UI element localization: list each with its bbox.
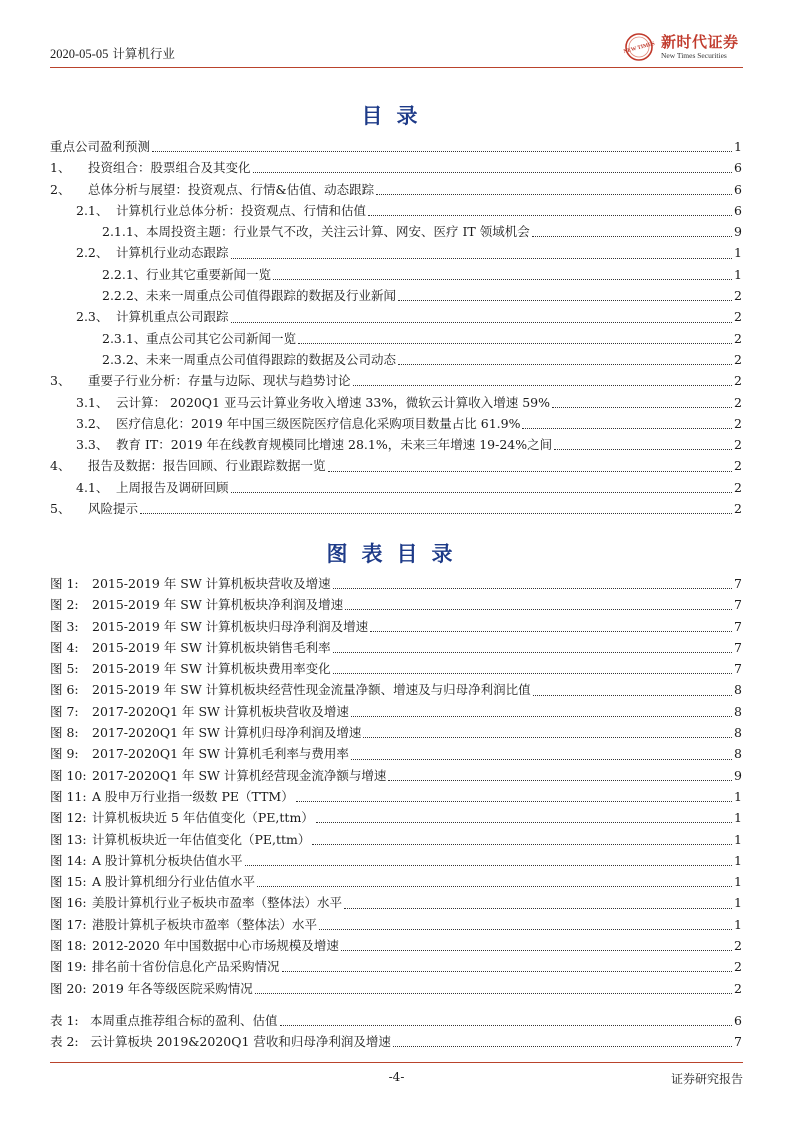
figure-entry[interactable] bbox=[50, 765, 740, 786]
toc-entry-page: 2 bbox=[734, 415, 742, 431]
dot-leader bbox=[257, 886, 732, 887]
toc-entry-page: 2 bbox=[734, 309, 742, 325]
figure-entry[interactable] bbox=[50, 892, 740, 913]
toc-entry-page: 2 bbox=[734, 479, 742, 495]
figure-entry-label: 2015-2019 年 SW 计算机板块销售毛利率 bbox=[92, 639, 331, 655]
toc-entry-label: 教育 IT：2019 年在线教育规模同比增速 28.1%，未来三年增速 19-24%之间 bbox=[116, 437, 553, 453]
toc-entry-label: 未来一周重点公司值得跟踪的数据及公司动态 bbox=[146, 351, 397, 367]
toc-entry-number: 2.3.2、 bbox=[102, 351, 147, 367]
figure-entry-number: 图 4: bbox=[50, 639, 79, 655]
toc-entry-label: 云计算： 2020Q1 亚马云计算业务收入增速 33%，微软云计算收入增速 59% bbox=[116, 394, 550, 410]
figure-entry-label: 排名前十省份信息化产品采购情况 bbox=[92, 959, 280, 975]
figure-entry-page: 1 bbox=[734, 788, 742, 804]
toc-entry-page: 2 bbox=[734, 501, 742, 517]
toc-entry[interactable] bbox=[50, 221, 740, 242]
toc-entry[interactable] bbox=[50, 498, 740, 519]
toc-entry[interactable] bbox=[50, 264, 740, 285]
toc-entry[interactable] bbox=[50, 306, 740, 327]
dot-leader bbox=[231, 258, 732, 259]
dot-leader bbox=[231, 322, 732, 323]
figure-entry[interactable] bbox=[50, 658, 740, 679]
figure-entry-number: 图 12: bbox=[50, 810, 87, 826]
toc-entry-label: 计算机行业总体分析：投资观点、行情和估值 bbox=[116, 202, 367, 218]
figure-entry-number: 图 17: bbox=[50, 916, 87, 932]
table-entry-page: 7 bbox=[734, 1034, 742, 1050]
toc-entry-label: 未来一周重点公司值得跟踪的数据及行业新闻 bbox=[146, 288, 397, 304]
dot-leader bbox=[344, 908, 732, 909]
dot-leader bbox=[328, 471, 732, 472]
toc-entry-page: 2 bbox=[734, 373, 742, 389]
toc-entry-number: 3.1、 bbox=[76, 394, 109, 410]
table-entry[interactable] bbox=[50, 1010, 740, 1031]
dot-leader bbox=[552, 407, 732, 408]
report-date: 2020-05-05 bbox=[50, 47, 109, 61]
toc-entry-page: 2 bbox=[734, 458, 742, 474]
figure-entry-page: 7 bbox=[734, 618, 742, 634]
header-left bbox=[50, 44, 175, 62]
figure-entry-page: 7 bbox=[734, 661, 742, 677]
figure-entry-page: 7 bbox=[734, 597, 742, 613]
figure-entry[interactable] bbox=[50, 701, 740, 722]
figure-entry-page: 8 bbox=[734, 682, 742, 698]
toc-entry-label: 风险提示 bbox=[88, 501, 139, 517]
dot-leader bbox=[522, 428, 732, 429]
figure-entry-page: 7 bbox=[734, 576, 742, 591]
dot-leader bbox=[398, 300, 732, 301]
figure-entry-number: 图 13: bbox=[50, 831, 87, 847]
figure-entry[interactable] bbox=[50, 807, 740, 828]
page-number: -4- bbox=[388, 1070, 405, 1084]
toc-entry-page: 2 bbox=[734, 351, 742, 367]
dot-leader bbox=[253, 172, 732, 173]
figure-entry-number: 图 3: bbox=[50, 618, 79, 634]
page-header bbox=[50, 30, 743, 66]
toc-entry[interactable] bbox=[50, 370, 740, 391]
page-footer bbox=[50, 1062, 743, 1086]
figure-entry-page: 1 bbox=[734, 916, 742, 932]
figure-entry-number: 图 9: bbox=[50, 746, 79, 762]
company-logo bbox=[623, 30, 743, 64]
figure-entry-label: 2015-2019 年 SW 计算机板块净利润及增速 bbox=[92, 597, 344, 613]
figure-entry[interactable] bbox=[50, 914, 740, 935]
figure-entry-label: 港股计算机子板块市盈率（整体法）水平 bbox=[92, 916, 318, 932]
figure-entry-number: 图 19: bbox=[50, 959, 87, 975]
figure-entry-number: 图 10: bbox=[50, 767, 87, 783]
toc-entry[interactable] bbox=[50, 455, 740, 476]
figure-entry-number: 图 16: bbox=[50, 895, 87, 911]
figure-entry[interactable] bbox=[50, 978, 740, 999]
figure-entry-number: 图 6: bbox=[50, 682, 79, 698]
dot-leader bbox=[273, 279, 732, 280]
figure-entry-page: 1 bbox=[734, 810, 742, 826]
dot-leader bbox=[282, 971, 732, 972]
figure-entry[interactable] bbox=[50, 786, 740, 807]
figure-entry-page: 7 bbox=[734, 639, 742, 655]
toc-entry-label: 计算机行业动态跟踪 bbox=[116, 245, 229, 261]
toc-entry-number: 2.2、 bbox=[76, 245, 109, 261]
logo-english-name: New Times Securities bbox=[661, 51, 727, 60]
figure-entry-label: 2015-2019 年 SW 计算机板块费用率变化 bbox=[92, 661, 331, 677]
dot-leader bbox=[388, 780, 732, 781]
industry-name: 计算机行业 bbox=[112, 46, 175, 61]
figure-entry-label: 计算机板块近 5 年估值变化（PE,ttm） bbox=[92, 810, 314, 826]
toc-entry-label: 重点公司其它公司新闻一览 bbox=[146, 330, 297, 346]
toc-entry-page: 1 bbox=[734, 266, 742, 282]
dot-leader bbox=[341, 950, 732, 951]
figure-entry-page: 2 bbox=[734, 980, 742, 996]
figure-entry-page: 1 bbox=[734, 895, 742, 911]
figure-entry-number: 图 15: bbox=[50, 874, 87, 890]
figure-entry[interactable] bbox=[50, 616, 740, 637]
figure-entry[interactable] bbox=[50, 722, 740, 743]
toc-entry-label: 行业其它重要新闻一览 bbox=[146, 266, 272, 282]
table-of-contents bbox=[50, 136, 740, 519]
figure-entry[interactable] bbox=[50, 829, 740, 850]
dot-leader bbox=[333, 652, 732, 653]
toc-entry[interactable] bbox=[50, 200, 740, 221]
toc-entry-label: 投资组合：股票组合及其变化 bbox=[88, 160, 251, 176]
dot-leader bbox=[351, 759, 732, 760]
toc-entry-number: 2、 bbox=[50, 181, 71, 197]
dot-leader bbox=[353, 385, 732, 386]
toc-entry[interactable] bbox=[50, 477, 740, 498]
dot-leader bbox=[312, 844, 732, 845]
toc-entry-number: 2.1.1、 bbox=[102, 224, 147, 240]
new-times-logo-icon bbox=[623, 32, 655, 62]
figure-entry-number: 图 1: bbox=[50, 576, 79, 591]
toc-entry[interactable] bbox=[50, 136, 740, 157]
dot-leader bbox=[554, 449, 732, 450]
figure-entry[interactable] bbox=[50, 871, 740, 892]
toc-entry-page: 1 bbox=[734, 245, 742, 261]
dot-leader bbox=[316, 822, 732, 823]
dot-leader bbox=[532, 236, 732, 237]
toc-entry-page: 2 bbox=[734, 288, 742, 304]
dot-leader bbox=[140, 513, 732, 514]
logo-chinese-name: 新时代证券 bbox=[661, 33, 739, 51]
dot-leader bbox=[298, 343, 732, 344]
figure-entry-label: A 股申万行业指一级数 PE（TTM） bbox=[92, 788, 294, 804]
toc-entry-label: 医疗信息化：2019 年中国三级医院医疗信息化采购项目数量占比 61.9% bbox=[116, 415, 521, 431]
figure-entry-label: 计算机板块近一年估值变化（PE,ttm） bbox=[92, 831, 311, 847]
report-type: 证券研究报告 bbox=[670, 1072, 743, 1086]
table-entry-page: 6 bbox=[734, 1013, 742, 1028]
toc-entry-label: 重要子行业分析：存量与边际、现状与趋势讨论 bbox=[88, 373, 351, 389]
figure-entry-label: 2015-2019 年 SW 计算机板块营收及增速 bbox=[92, 576, 331, 591]
toc-entry-number: 5、 bbox=[50, 501, 71, 517]
toc-entry-number: 4.1、 bbox=[76, 479, 109, 495]
table-entry-number: 表 2: bbox=[50, 1034, 79, 1050]
dot-leader bbox=[376, 194, 732, 195]
toc-entry-page: 1 bbox=[734, 139, 742, 154]
dot-leader bbox=[296, 801, 732, 802]
dot-leader bbox=[333, 588, 732, 589]
figure-entry-label: 2019 年各等级医院采购情况 bbox=[92, 980, 253, 996]
toc-entry-label: 上周报告及调研回顾 bbox=[116, 479, 229, 495]
dot-leader bbox=[245, 865, 732, 866]
figure-entry-page: 1 bbox=[734, 831, 742, 847]
toc-entry[interactable] bbox=[50, 434, 740, 455]
toc-entry-page: 6 bbox=[734, 160, 742, 176]
table-entry-label: 云计算板块 2019&2020Q1 营收和归母净利润及增速 bbox=[90, 1034, 391, 1050]
toc-title: 目录 bbox=[361, 104, 432, 128]
dot-leader bbox=[398, 364, 732, 365]
toc-entry-number: 2.2.2、 bbox=[102, 288, 147, 304]
toc-entry-label: 计算机重点公司跟踪 bbox=[116, 309, 229, 325]
figure-entry-number: 图 20: bbox=[50, 980, 87, 996]
figure-entry-label: 2017-2020Q1 年 SW 计算机经营现金流净额与增速 bbox=[92, 767, 387, 783]
dot-leader bbox=[280, 1025, 732, 1026]
header-divider bbox=[50, 67, 743, 68]
table-entry[interactable] bbox=[50, 1031, 740, 1052]
dot-leader bbox=[351, 716, 732, 717]
dot-leader bbox=[319, 929, 732, 930]
table-entry-number: 表 1: bbox=[50, 1013, 79, 1028]
figure-entry-label: 2017-2020Q1 年 SW 计算机归母净利润及增速 bbox=[92, 725, 362, 741]
figure-entry-label: 2015-2019 年 SW 计算机板块归母净利润及增速 bbox=[92, 618, 369, 634]
toc-entry-page: 6 bbox=[734, 202, 742, 218]
toc-entry[interactable] bbox=[50, 328, 740, 349]
toc-entry-number: 3.3、 bbox=[76, 437, 109, 453]
toc-entry-number: 2.3.1、 bbox=[102, 330, 147, 346]
figure-entry-page: 2 bbox=[734, 959, 742, 975]
logo-badge-text: NEW TIMES bbox=[623, 40, 656, 56]
toc-entry-label: 本周投资主题：行业景气不改，关注云计算、网安、医疗 IT 领域机会 bbox=[146, 224, 530, 240]
figure-entry-number: 图 8: bbox=[50, 725, 79, 741]
figure-entry-label: 美股计算机行业子板块市盈率（整体法）水平 bbox=[92, 895, 343, 911]
toc-entry-page: 6 bbox=[734, 181, 742, 197]
figure-entry[interactable] bbox=[50, 935, 740, 956]
toc-entry[interactable] bbox=[50, 285, 740, 306]
toc-entry[interactable] bbox=[50, 413, 740, 434]
toc-entry-label: 报告及数据：报告回顾、行业跟踪数据一览 bbox=[88, 458, 326, 474]
toc-entry-page: 2 bbox=[734, 394, 742, 410]
toc-entry[interactable] bbox=[50, 392, 740, 413]
dot-leader bbox=[370, 631, 732, 632]
dot-leader bbox=[368, 215, 732, 216]
toc-entry-page: 2 bbox=[734, 330, 742, 346]
table-entry-label: 本周重点推荐组合标的盈利、估值 bbox=[90, 1013, 278, 1028]
figure-entry-label: A 股计算机细分行业估值水平 bbox=[92, 874, 256, 890]
toc-entry[interactable] bbox=[50, 179, 740, 200]
figure-entry-page: 9 bbox=[734, 767, 742, 783]
toc-entry-number: 1、 bbox=[50, 160, 71, 176]
dot-leader bbox=[363, 737, 732, 738]
toc-entry-number: 3.2、 bbox=[76, 415, 109, 431]
dot-leader bbox=[152, 151, 732, 152]
figure-entry[interactable] bbox=[50, 743, 740, 764]
toc-entry-number: 4、 bbox=[50, 458, 71, 474]
dot-leader bbox=[345, 609, 732, 610]
toc-entry-number: 3、 bbox=[50, 373, 71, 389]
toc-entry[interactable] bbox=[50, 349, 740, 370]
dot-leader bbox=[533, 695, 732, 696]
figure-entry-page: 1 bbox=[734, 874, 742, 890]
figure-entry-label: 2017-2020Q1 年 SW 计算机毛利率与费用率 bbox=[92, 746, 349, 762]
figure-entry[interactable] bbox=[50, 637, 740, 658]
figure-entry-number: 图 5: bbox=[50, 661, 79, 677]
table-list bbox=[50, 1010, 740, 1053]
figure-entry-page: 1 bbox=[734, 852, 742, 868]
figure-entry-number: 图 14: bbox=[50, 852, 87, 868]
figure-entry[interactable] bbox=[50, 573, 740, 594]
figure-entry-number: 图 18: bbox=[50, 938, 87, 954]
figure-entry-page: 2 bbox=[734, 938, 742, 954]
figure-entry-number: 图 2: bbox=[50, 597, 79, 613]
figure-entry-label: 2017-2020Q1 年 SW 计算机板块营收及增速 bbox=[92, 703, 349, 719]
toc-entry[interactable] bbox=[50, 157, 740, 178]
toc-entry-number: 2.3、 bbox=[76, 309, 109, 325]
figure-entry[interactable] bbox=[50, 850, 740, 871]
toc-entry-label: 重点公司盈利预测 bbox=[50, 139, 151, 154]
figure-entry-page: 8 bbox=[734, 746, 742, 762]
figure-entry[interactable] bbox=[50, 594, 740, 615]
figure-list bbox=[50, 573, 740, 999]
figure-entry-page: 8 bbox=[734, 725, 742, 741]
dot-leader bbox=[255, 993, 732, 994]
figure-entry-label: 2012-2020 年中国数据中心市场规模及增速 bbox=[92, 938, 339, 954]
toc-entry-number: 2.1、 bbox=[76, 202, 109, 218]
figure-entry-label: A 股计算机分板块估值水平 bbox=[92, 852, 243, 868]
toc-entry[interactable] bbox=[50, 242, 740, 263]
footer-divider bbox=[50, 1062, 743, 1063]
toc-entry-page: 2 bbox=[734, 437, 742, 453]
figure-entry-page: 8 bbox=[734, 703, 742, 719]
dot-leader bbox=[333, 673, 732, 674]
figure-entry-number: 图 11: bbox=[50, 788, 87, 804]
dot-leader bbox=[231, 492, 732, 493]
figure-entry[interactable] bbox=[50, 956, 740, 977]
toc-entry-label: 总体分析与展望：投资观点、行情&估值、动态跟踪 bbox=[88, 181, 375, 197]
figure-entry-number: 图 7: bbox=[50, 703, 79, 719]
figure-list-title: 图表目录 bbox=[326, 542, 467, 566]
figure-entry[interactable] bbox=[50, 679, 740, 700]
figure-entry-label: 2015-2019 年 SW 计算机板块经营性现金流量净额、增速及与归母净利润比值 bbox=[92, 682, 531, 698]
dot-leader bbox=[393, 1046, 732, 1047]
toc-entry-page: 9 bbox=[734, 224, 742, 240]
toc-entry-number: 2.2.1、 bbox=[102, 266, 147, 282]
